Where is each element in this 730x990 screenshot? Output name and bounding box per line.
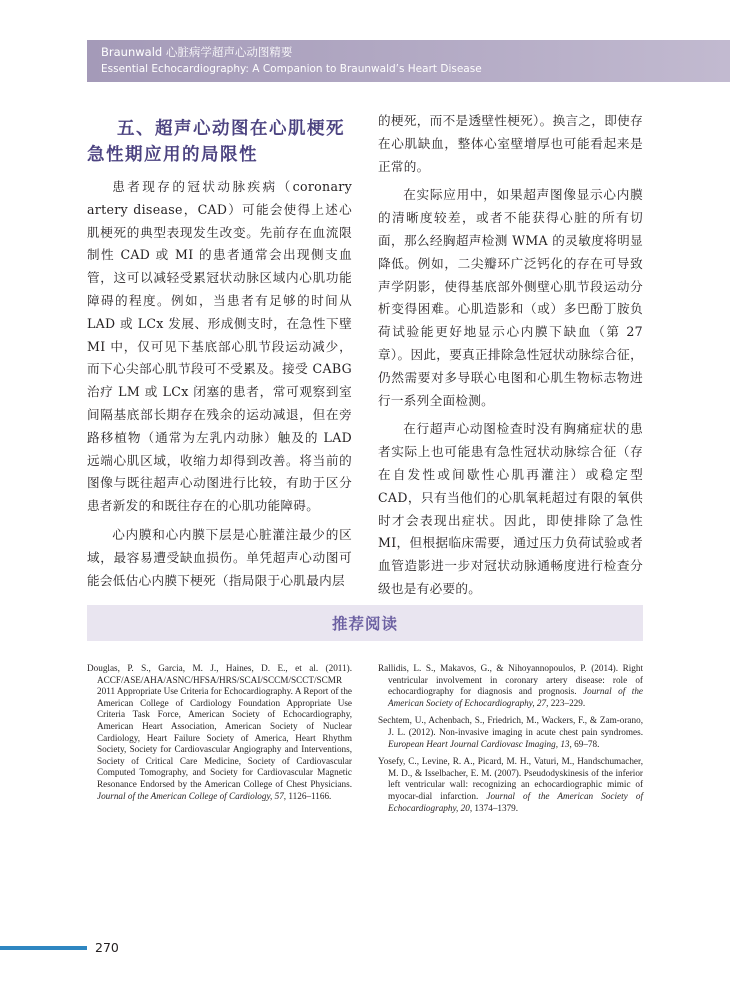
section-title: 五、超声心动图在心肌梗死急性期应用的局限性: [87, 119, 345, 165]
reference-journal: European Heart Journal Cardiovasc Imaging, 13: [388, 738, 570, 749]
right-column: [378, 110, 643, 601]
reference-journal: Journal of the American College of Cardiology, 57: [97, 790, 284, 801]
page-accent-bar: [0, 946, 87, 950]
references-right: [378, 663, 643, 820]
paragraph: 患者现存的冠状动脉疾病（coronary artery disease，CAD）可能会使得上述心肌梗死的典型表现发生改变。先前存在血流限制性 CAD 或 MI 的患者通常会出现侧支血管，这可以减轻受累冠状动脉区域内心肌功能障碍的程度。例如，当患者有足够的时间从 LAD 或 LCx 发展、形成侧支时，在急性下壁 MI 中，仅可见下基底部心肌节段运动减少，而下心尖部心肌节段可不受累及。接受 CABG 治疗 LM 或 LCx 闭塞的患者，常可观察到室间隔基底部长期存在残余的运动减退，但在旁路移植物（通常为左乳内动脉）触及的 LAD 远端心肌区域，收缩力却得到改善。将当前的图像与既往超声心动图进行比较，有助于区分患者新发的和既往存在的心肌功能障碍。: [87, 179, 352, 514]
paragraph: 在行超声心动图检查时没有胸痛症状的患者实际上也可能患有急性冠状动脉综合征（存在自发性或间歇性心肌再灌注）或稳定型 CAD，只有当他们的心肌氧耗超过有限的氧供时才会表现出症状。因此，即使排除了急性 MI，但根据临床需要，通过压力负荷试验或者血管造影进一步对冠状动脉通畅度进行检查分级也是有必要的。: [378, 421, 643, 596]
page-number: 270: [95, 940, 119, 955]
reference-item: Douglas, P. S., Garcia, M. J., Haines, D. E., et al. (2011). ACCF/ASE/AHA/ASNC/HFSA/HRS/SCAI/SCCM/SCCT/SCMR 2011 Appropriate Use Criteria for Echocardiography. A Report of the American College of Cardiology Foundation Appropriate Use Criteria Task Force, American Society of Echocardiography, American Heart Association, American Society of Nuclear Cardiology, Heart Failure Society of America, Heart Rhythm Society, Society for Cardiovascular Angiography and Interventions, Society of Critical Care Medicine, Society of Cardiovascular Computed Tomography, and Society for Cardiovascular Magnetic Resonance Endorsed by the American College of Chest Physicians. Journal of the American College of Cardiology, 57, 1126–1166.: [87, 663, 352, 801]
reference-item: Rallidis, L. S., Makavos, G., & Nihoyannopoulos, P. (2014). Right ventricular involvement in coronary artery disease: role of echocardiography for diagnosis and prognosis. Journal of the American Society of Echocardiography, 27, 223–229.: [378, 663, 644, 708]
book-title-zh: Braunwald 心脏病学超声心动图精要: [101, 45, 293, 59]
reference-journal: Journal of the American Society of Echocardiography, 20: [388, 790, 643, 813]
reference-journal: Journal of the American Society of Echocardiography, 27: [388, 686, 644, 708]
paragraph: 心内膜和心内膜下层是心脏灌注最少的区域，最容易遭受缺血损伤。单凭超声心动图可能会低估心内膜下梗死（指局限于心肌最内层: [87, 526, 352, 588]
recommended-reading-heading: [87, 605, 643, 641]
reference-item: Sechtem, U., Achenbach, S., Friedrich, M., Wackers, F., & Zam-orano, J. L. (2012). Non-invasive imaging in acute chest pain syndromes. European Heart Journal Cardiovasc Imaging, 13, 69–78.: [378, 715, 643, 749]
paragraph: 在实际应用中，如果超声图像显示心内膜的清晰度较差，或者不能获得心脏的所有切面，那么经胸超声检测 WMA 的灵敏度将明显降低。例如，二尖瓣环广泛钙化的存在可导致声学阴影，使得基底部外侧壁心肌节段运动分析变得困难。心肌造影和（或）多巴酚丁胺负荷试验能更好地显示心内膜下缺血（第 27 章）。因此，要真正排除急性冠状动脉综合征，仍然需要对多导联心电图和心肌生物标志物进行一系列全面检测。: [378, 187, 643, 408]
book-title-en: Essential Echocardiography: A Companion to Braunwald’s Heart Disease: [101, 63, 482, 75]
running-header: [101, 44, 482, 77]
paragraph-continuation: 的梗死，而不是透壁性梗死）。换言之，即使存在心肌缺血，整体心室壁增厚也可能看起来是正常的。: [378, 113, 643, 174]
recommended-reading-title: 推荐阅读: [331, 615, 398, 633]
reference-item: Yosefy, C., Levine, R. A., Picard, M. H., Vaturi, M., Handschumacher, M. D., & Isselbacher, E. M. (2007). Pseudodyskinesis of the inferior left ventricular wall: recognizing an echocardiographic mimic of myocar-dial infarction. Journal of the American Society of Echocardiography, 20, 1374–1379.: [378, 756, 643, 813]
left-column: [87, 110, 352, 592]
references-left: [87, 663, 352, 808]
